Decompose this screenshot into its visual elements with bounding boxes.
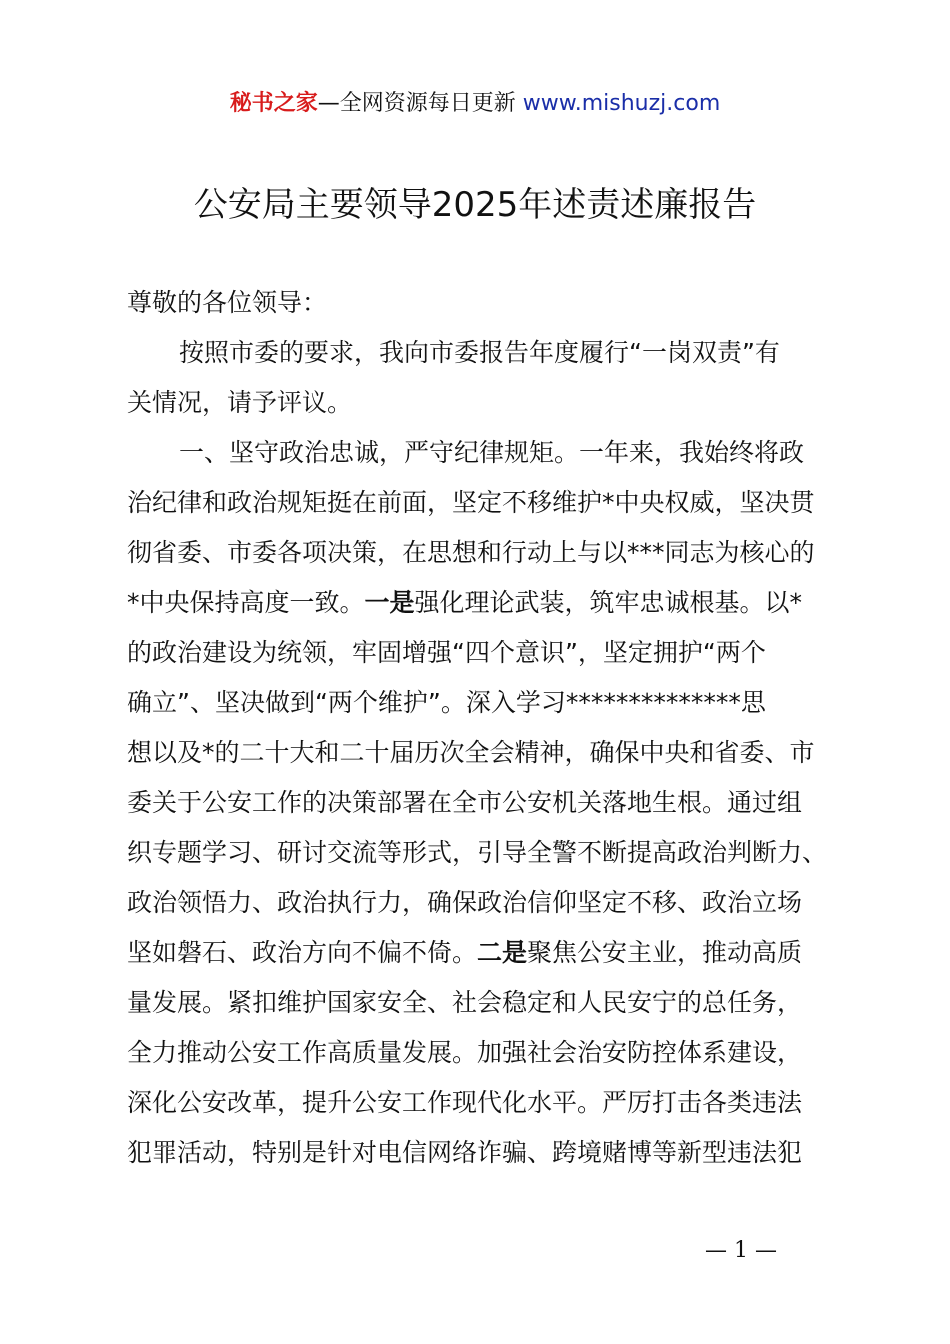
text-segment: 彻省委、市委各项决策，在思想和行动上与以***同志为核心的 [127, 538, 815, 567]
text-line [127, 728, 837, 778]
text-segment: 按照市委的要求，我向市委报告年度履行“一岗双责”有 [179, 338, 780, 367]
text-segment: *中央保持高度一致。 [127, 588, 365, 617]
text-line [127, 1128, 837, 1178]
text-segment: 治纪律和政治规矩挺在前面，坚定不移维护*中央权威，坚决贯 [127, 488, 815, 517]
text-line [127, 678, 837, 728]
text-line [127, 978, 837, 1028]
text-segment: 的政治建设为统领，牢固增强“四个意识”，坚定拥护“两个 [127, 638, 766, 667]
site-url-link[interactable]: www.mishuzj.com [522, 91, 721, 116]
text-segment: 一、坚守政治忠诚，严守纪律规矩。一年来，我始终将政 [179, 438, 805, 467]
document-title: 公安局主要领导2025年述责述廉报告 [193, 185, 757, 225]
text-segment: 委关于公安工作的决策部署在全市公安机关落地生根。通过组 [127, 788, 803, 817]
text-line [127, 428, 837, 478]
text-segment: 坚如磐石、政治方向不偏不倚。 [127, 938, 478, 967]
salutation: 尊敬的各位领导： [127, 288, 328, 317]
text-line [127, 478, 837, 528]
text-segment: 犯罪活动，特别是针对电信网络诈骗、跨境赌博等新型违法犯 [127, 1138, 803, 1167]
text-segment: 强化理论武装，筑牢忠诚根基。以* [414, 588, 803, 617]
text-segment: 聚焦公安主业，推动高质 [527, 938, 803, 967]
text-line [127, 778, 837, 828]
page-number: — 1 — [705, 1238, 777, 1263]
emphasis-text: 一是 [364, 588, 415, 617]
text-line [127, 878, 837, 928]
text-segment: 关情况，请予评议。 [127, 388, 353, 417]
text-line [127, 628, 837, 678]
text-line [127, 928, 837, 978]
text-line [127, 828, 837, 878]
text-line [127, 528, 837, 578]
document-body [127, 278, 837, 1178]
text-segment: 量发展。紧扣维护国家安全、社会稳定和人民安宁的总任务， [127, 988, 803, 1017]
text-segment: 政治领悟力、政治执行力，确保政治信仰坚定不移、政治立场 [127, 888, 803, 917]
text-line [127, 1078, 837, 1128]
text-segment: 全力推动公安工作高质量发展。加强社会治安防控体系建设， [127, 1038, 803, 1067]
brand-name: 秘书之家 [229, 91, 318, 116]
text-line [127, 1028, 837, 1078]
site-header [0, 88, 950, 120]
text-segment: 确立”、坚决做到“两个维护”。深入学习**************思 [127, 688, 766, 717]
text-segment: 深化公安改革，提升公安工作现代化水平。严厉打击各类违法 [127, 1088, 803, 1117]
header-tagline: —全网资源每日更新 [317, 91, 516, 116]
text-segment: 织专题学习、研讨交流等形式，引导全警不断提高政治判断力、 [127, 838, 828, 867]
text-line [127, 578, 837, 628]
text-line [127, 328, 837, 378]
text-segment: 想以及*的二十大和二十届历次全会精神，确保中央和省委、市 [127, 738, 815, 767]
body-lines [127, 328, 837, 1178]
emphasis-text: 二是 [477, 938, 528, 967]
text-line [127, 378, 837, 428]
